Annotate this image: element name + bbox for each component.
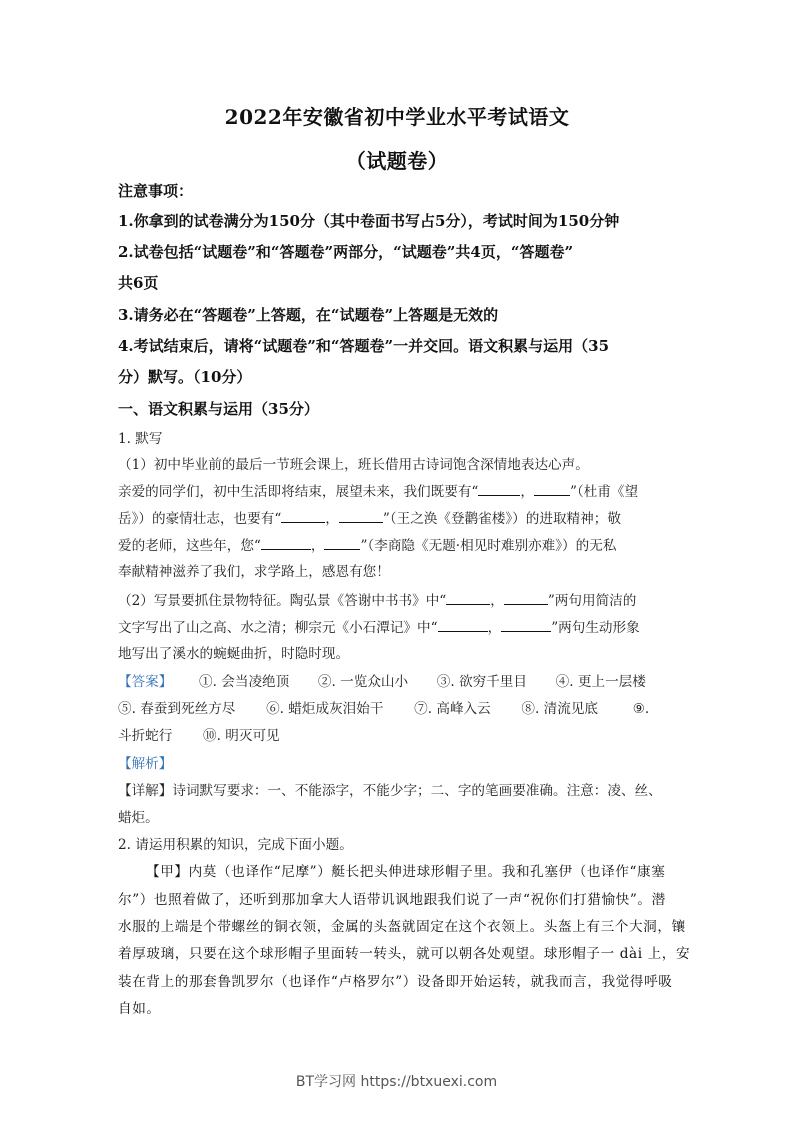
passage-line: 自如。 (118, 1001, 161, 1017)
q1-part2-line2: 文字写出了山之高、水之清；柳宗元《小石潭记》中“ ， ”两句生动形象 (118, 617, 676, 638)
answer-item: ①. 会当凌绝顶 (199, 674, 290, 690)
passage-line: 着厚玻璃，只要在这个球形帽子里面转一转头，就可以朝各处观望。球形帽子一 dài 上，安 (118, 946, 691, 962)
notice-item-4-cont: 分）默写。（10分） (118, 368, 252, 386)
q1-part1-intro: （1）初中毕业前的最后一节班会课上，班长借用古诗词饱含深情地表达心声。 (118, 457, 589, 473)
question-2-label: 2. 请运用积累的知识，完成下面小题。 (118, 837, 353, 853)
notice-item-2-cont: 共6页 (118, 274, 159, 292)
answer-tag: 【答案】 (118, 674, 173, 690)
answer-blank (281, 508, 325, 523)
q1-part1-line4: 奉献精神滋养了我们，求学路上，感恩有您！ (118, 564, 390, 580)
answer-item: ③. 欲穷千里目 (436, 674, 527, 690)
detail-line-1: 【详解】诗词默写要求：一、不能添字，不能少字；二、字的笔画要准确。注意：凌、丝、 (118, 783, 662, 799)
answer-row-2 (118, 699, 676, 719)
q1-part1-line3: 爱的老师，这些年，您“ ， ”（李商隐《无题·相见时难别亦难》）的无私 (118, 535, 676, 556)
analysis-tag: 【解析】 (118, 756, 173, 772)
answer-item: ⑧. 清流见底 (521, 701, 599, 717)
passage-line: 【甲】内莫（也译作“尼摩”）艇长把头伸进球形帽子里。我和孔塞伊（也译作“康塞 (146, 864, 666, 880)
notice-item-1: 1.你拿到的试卷满分为150分（其中卷面书写占5分），考试时间为150分钟 (118, 212, 620, 230)
answer-row-3 (118, 726, 676, 746)
passage-line: 水服的上端是个带螺丝的铜衣领，金属的头盔就固定在这个衣领上。头盔上有三个大洞，镶 (118, 919, 686, 935)
answer-item: ⑨. (632, 701, 650, 717)
answer-item: ⑦. 高峰入云 (414, 701, 491, 717)
answer-item: ④. 更上一层楼 (555, 674, 646, 690)
document-subtitle: （试题卷） (345, 149, 449, 173)
notice-item-2: 2.试卷包括“试题卷”和“答题卷”两部分，“试题卷”共4页，“答题卷” (118, 243, 574, 261)
answer-blank (324, 535, 360, 550)
answer-blank (261, 535, 311, 550)
answer-blank (534, 481, 570, 496)
answer-blank (501, 617, 551, 632)
section-heading: 一、语文积累与运用（35分） (118, 400, 319, 418)
answer-item: ⑩. 明灭可见 (203, 728, 280, 744)
notice-item-4: 4.考试结束后，请将“试题卷”和“答题卷”一并交回。语文积累与运用（35 (118, 337, 610, 355)
answer-item: ⑤. 春蚕到死丝方尽 (118, 701, 236, 717)
passage-line: 尔”）也照着做了，还听到那加拿大人语带讥讽地跟我们说了一声“祝你们打猎愉快”。潜 (118, 892, 666, 908)
q1-part1-line1: 亲爱的同学们，初中生活即将结束，展望未来，我们既要有“ ， ”（杜甫《望 (118, 481, 676, 502)
document-title: 2022年安徽省初中学业水平考试语文 (224, 105, 570, 129)
detail-line-2: 蜡炬。 (118, 810, 159, 826)
notice-item-3: 3.请务必在“答题卷”上答题，在“试题卷”上答题是无效的 (118, 306, 499, 324)
answer-blank (446, 590, 490, 605)
question-1-label: 1. 默写 (118, 431, 163, 447)
answer-row-1 (118, 672, 676, 692)
notice-heading: 注意事项： (118, 182, 194, 200)
answer-blank (478, 481, 520, 496)
answer-item: ②. 一览众山小 (317, 674, 409, 690)
answer-blank (504, 590, 548, 605)
answer-blank (339, 508, 383, 523)
passage-line: 装在背上的那套鲁凯罗尔（也译作“卢格罗尔”）设备即开始运转，就我而言，我觉得呼吸 (118, 974, 673, 990)
footer-watermark: BT学习网 https://btxuexi.com (295, 1074, 498, 1090)
q1-part2-line3: 地写出了溪水的蜿蜒曲折，时隐时现。 (118, 646, 350, 662)
q1-part2-line1: （2）写景要抓住景物特征。陶弘景《答谢中书书》中“ ， ”两句用简洁的 (118, 590, 676, 611)
answer-item: 斗折蛇行 (118, 728, 173, 744)
answer-item: ⑥. 蜡炬成灰泪始干 (266, 701, 384, 717)
answer-blank (438, 617, 488, 632)
q1-part1-line2: 岳》）的豪情壮志，也要有“ ， ”（王之涣《登鹳雀楼》）的进取精神；敬 (118, 508, 676, 529)
